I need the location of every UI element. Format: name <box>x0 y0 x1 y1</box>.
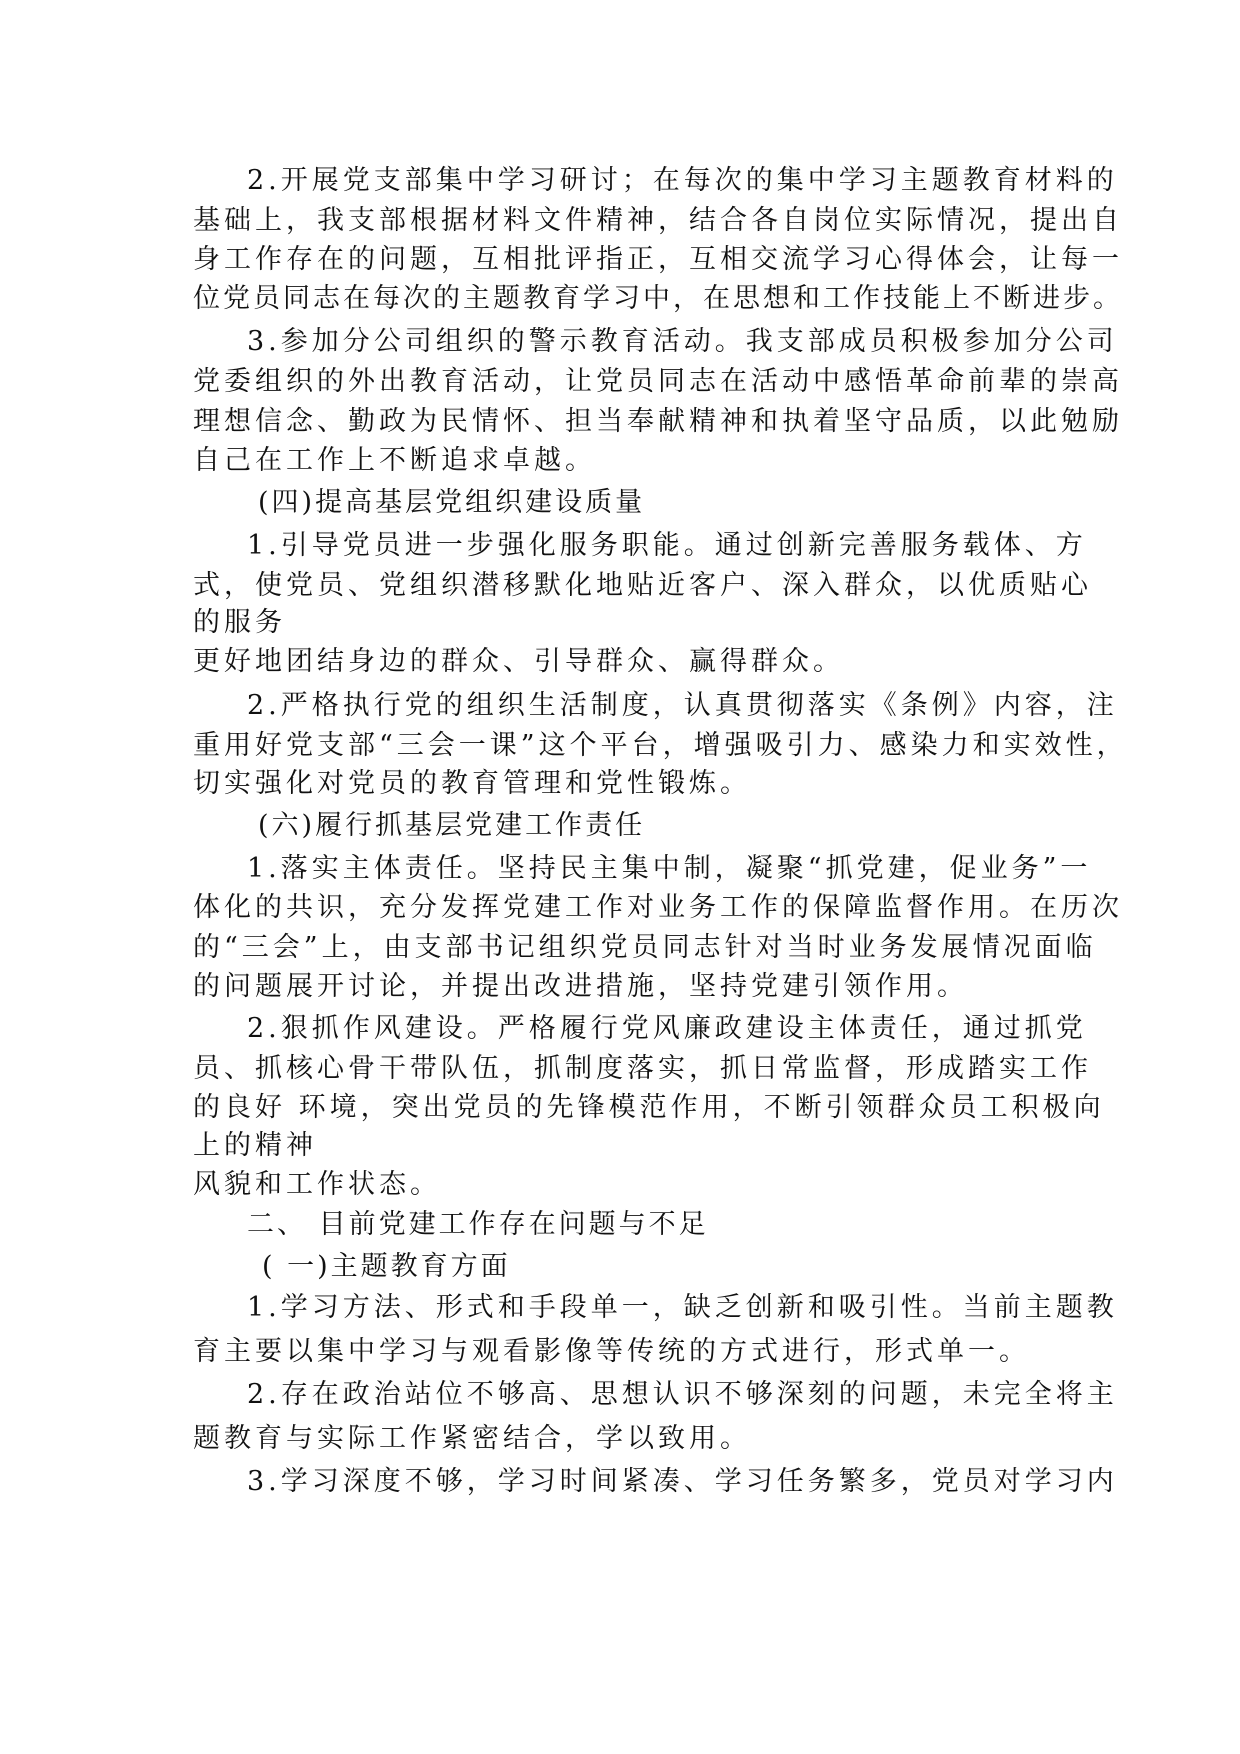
paragraph-line: 身工作存在的问题，互相批评指正，互相交流学习心得体会，让每一 <box>193 244 1123 275</box>
paragraph-line: 党委组织的外出教育活动，让党员同志在活动中感悟革命前辈的崇高 <box>193 366 1123 397</box>
paragraph-line: 基础上，我支部根据材料文件精神，结合各自岗位实际情况，提出自 <box>193 205 1123 236</box>
paragraph-line: 的服务 <box>193 607 286 638</box>
paragraph-line: 切实强化对党员的教育管理和党性锻炼。 <box>193 768 751 799</box>
paragraph-line: 1.引导党员进一步强化服务职能。通过创新完善服务载体、方 <box>247 530 1087 561</box>
paragraph-line: 自己在工作上不断追求卓越。 <box>193 445 596 476</box>
paragraph-line: 更好地团结身边的群众、引导群众、赢得群众。 <box>193 646 844 677</box>
paragraph-line: 上的精神 <box>193 1130 317 1161</box>
chapter-heading: 二、 目前党建工作存在问题与不足 <box>247 1209 709 1240</box>
paragraph-line: 体化的共识，充分发挥党建工作对业务工作的保障监督作用。在历次 <box>193 892 1123 923</box>
paragraph-line: 题教育与实际工作紧密结合，学以致用。 <box>193 1423 751 1454</box>
paragraph-line: 2.狠抓作风建设。严格履行党风廉政建设主体责任，通过抓党 <box>247 1013 1087 1044</box>
paragraph-line: 理想信念、勤政为民情怀、担当奉献精神和执着坚守品质，以此勉励 <box>193 406 1123 437</box>
paragraph-line: 重用好党支部“三会一课”这个平台，增强吸引力、感染力和实效性， <box>193 730 1128 761</box>
paragraph-line: 2.开展党支部集中学习研讨；在每次的集中学习主题教育材料的 <box>247 165 1118 196</box>
paragraph-line: 的问题展开讨论，并提出改进措施，坚持党建引领作用。 <box>193 971 968 1002</box>
paragraph-line: 2.严格执行党的组织生活制度，认真贯彻落实《条例》内容，注 <box>247 690 1118 721</box>
paragraph-line: 式，使党员、党组织潜移默化地贴近客户、深入群众，以优质贴心 <box>193 570 1092 601</box>
paragraph-line: 的良好 环境，突出党员的先锋模范作用，不断引领群众员工积极向 <box>193 1092 1105 1123</box>
paragraph-line: 育主要以集中学习与观看影像等传统的方式进行，形式单一。 <box>193 1336 1030 1367</box>
section-heading: ( 一)主题教育方面 <box>262 1251 511 1282</box>
paragraph-line: 3.学习深度不够，学习时间紧凑、学习任务繁多，党员对学习内 <box>247 1466 1118 1497</box>
section-heading: (四)提高基层党组织建设质量 <box>258 487 646 518</box>
paragraph-line: 3.参加分公司组织的警示教育活动。我支部成员积极参加分公司 <box>247 326 1118 357</box>
paragraph-line: 风貌和工作状态。 <box>193 1169 441 1200</box>
paragraph-line: 2.存在政治站位不够高、思想认识不够深刻的问题，未完全将主 <box>247 1379 1118 1410</box>
paragraph-line: 1.落实主体责任。坚持民主集中制，凝聚“抓党建，促业务”一 <box>247 853 1092 884</box>
section-heading: (六)履行抓基层党建工作责任 <box>258 810 646 841</box>
paragraph-line: 员、抓核心骨干带队伍，抓制度落实，抓日常监督，形成踏实工作 <box>193 1053 1092 1084</box>
paragraph-line: 的“三会”上，由支部书记组织党员同志针对当时业务发展情况面临 <box>193 932 1097 963</box>
paragraph-line: 1.学习方法、形式和手段单一，缺乏创新和吸引性。当前主题教 <box>247 1292 1118 1323</box>
paragraph-line: 位党员同志在每次的主题教育学习中，在思想和工作技能上不断进步。 <box>193 283 1123 314</box>
